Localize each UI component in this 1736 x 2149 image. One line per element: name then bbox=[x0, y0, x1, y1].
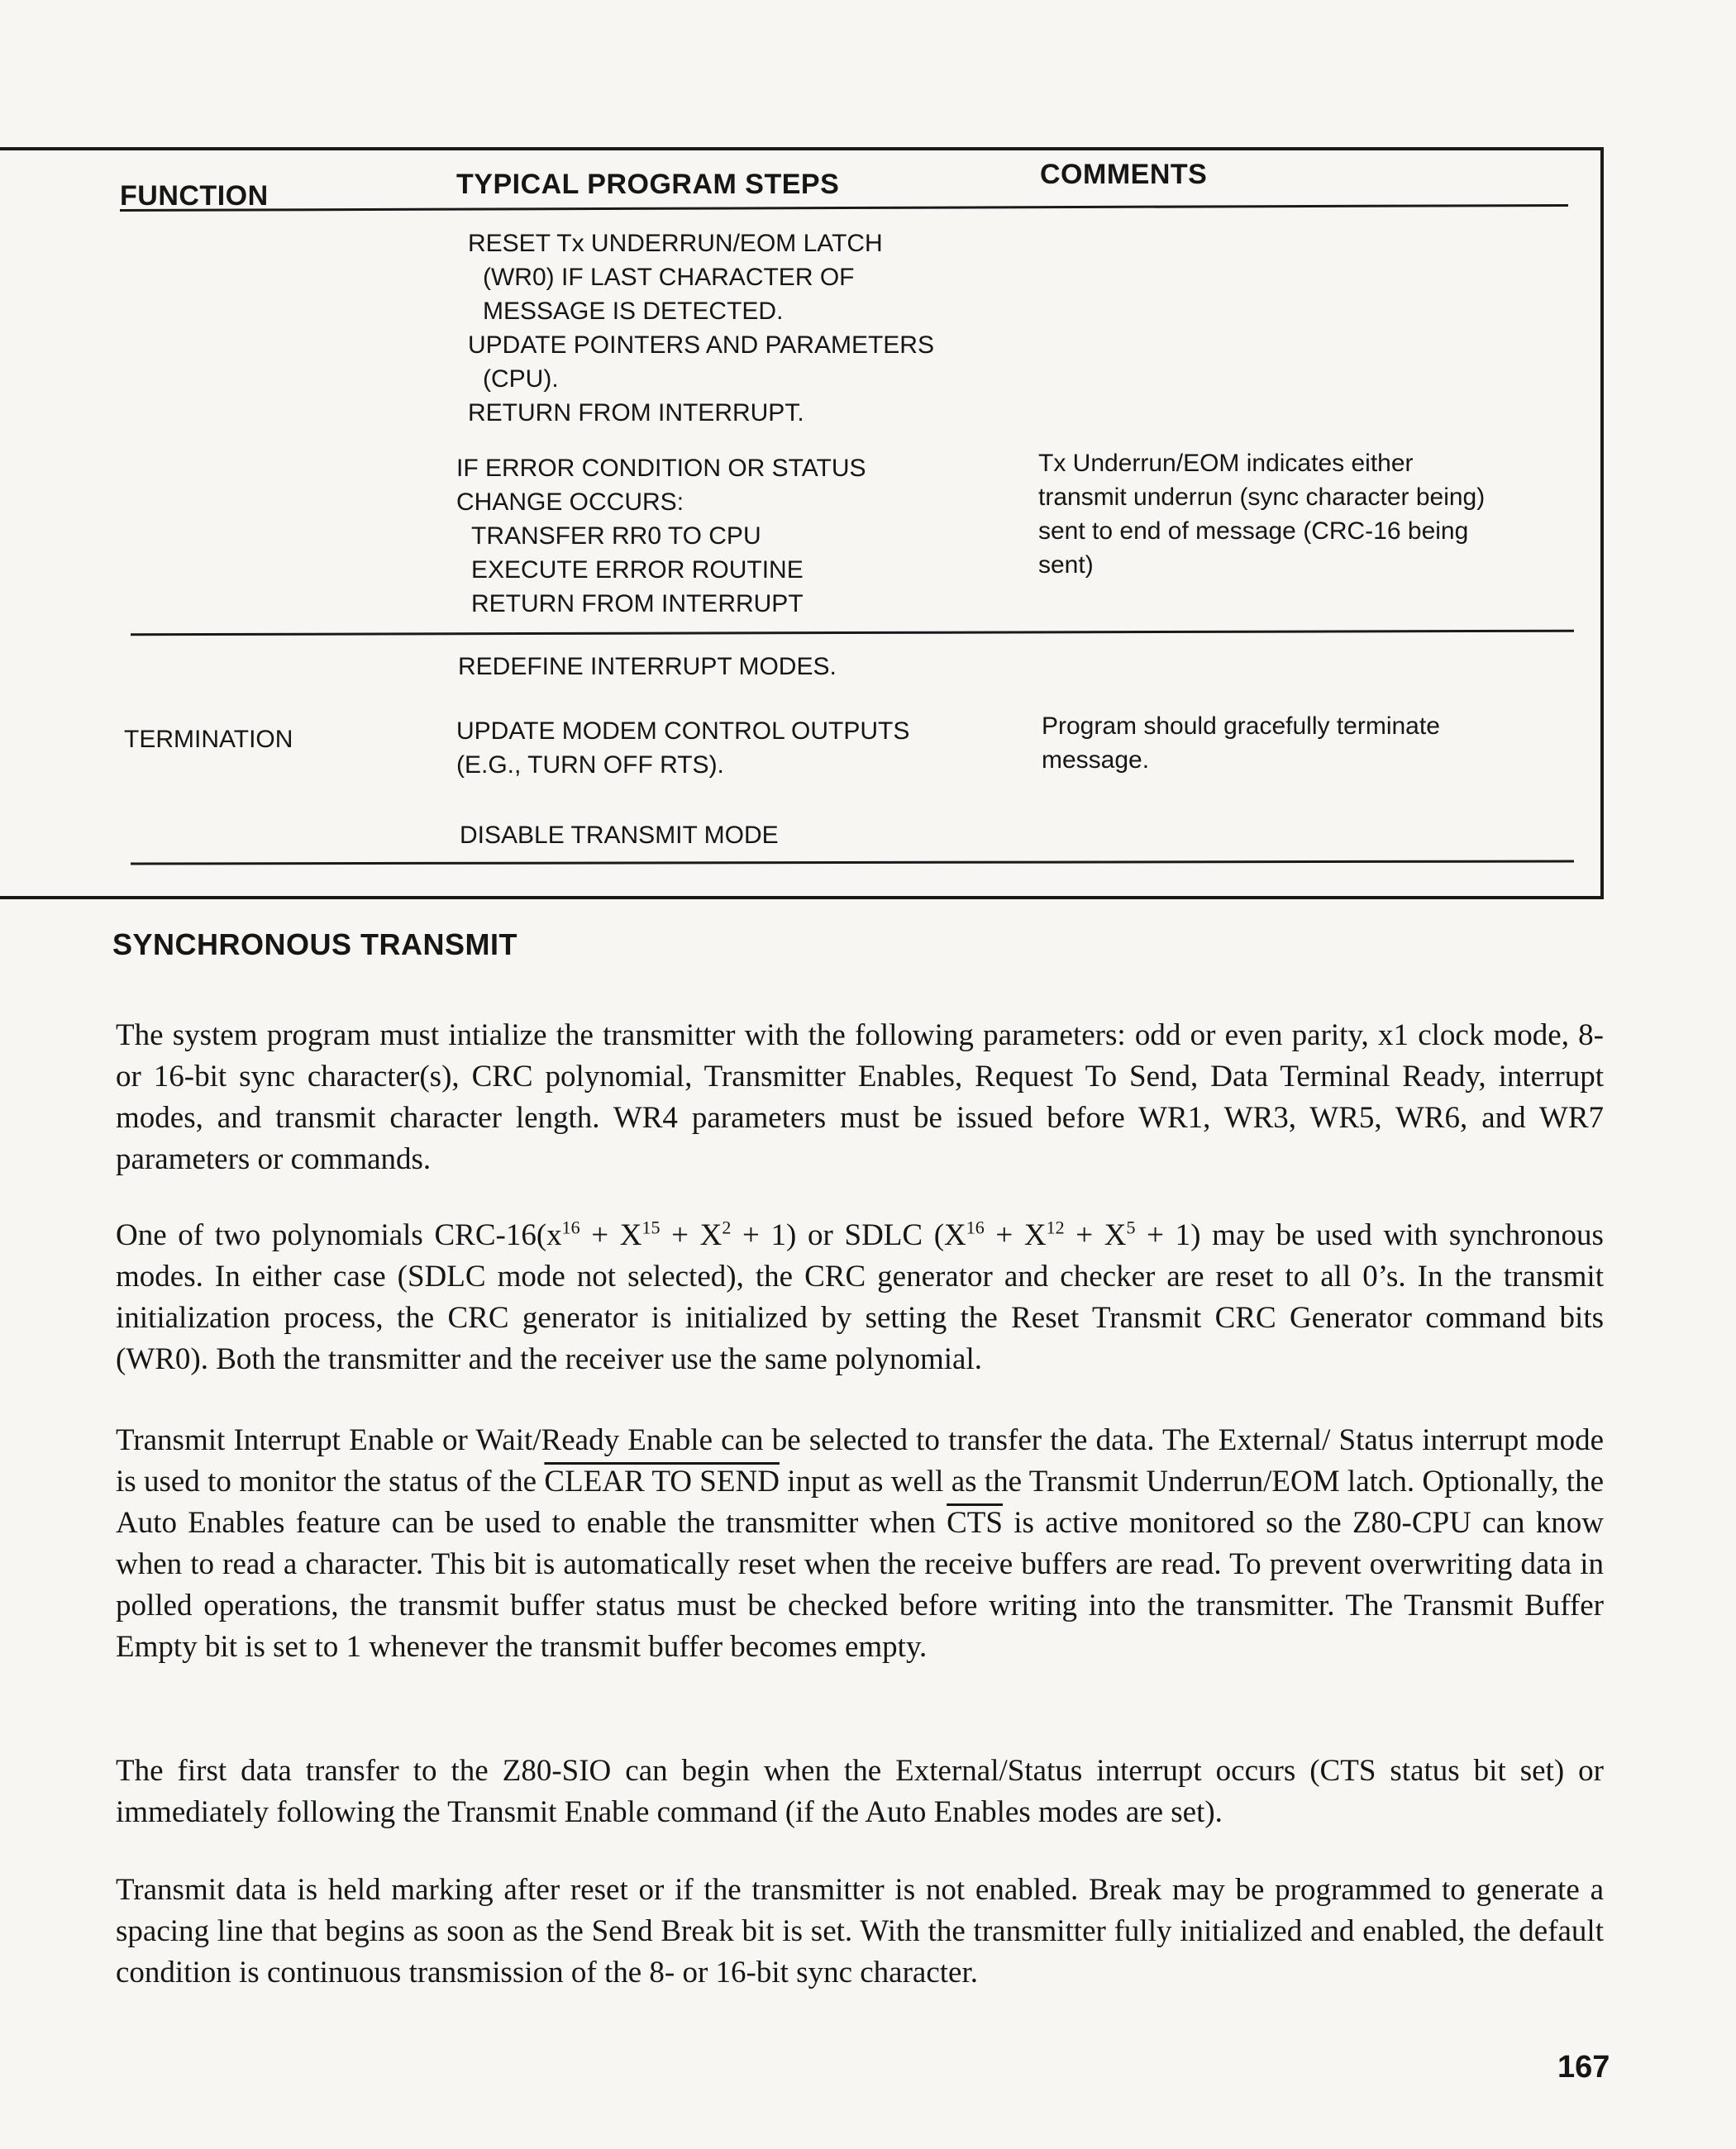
header-function: FUNCTION bbox=[120, 180, 269, 212]
step-line: RETURN FROM INTERRUPT bbox=[471, 590, 804, 617]
step-line: EXECUTE ERROR ROUTINE bbox=[471, 556, 804, 584]
paragraph-4: The first data transfer to the Z80-SIO can begin when the External/Status interrupt occurs (CTS status bit set) or immediately following the Transmit Enable command (if the Auto Enables modes are set). bbox=[116, 1754, 1604, 1829]
step-line: RETURN FROM INTERRUPT. bbox=[468, 399, 804, 426]
clear-to-send-overbar: CLEAR TO SEND bbox=[544, 1465, 780, 1499]
paragraph-5: Transmit data is held marking after reset or if the transmitter is not enabled. Break may be programmed to generate a spacing line that begins as soon as the Send Break bit is set. With the transmitter fully initialized and enabled, the default condition is continuous transmission of the 8- or 16-bit sync character. bbox=[116, 1873, 1604, 1989]
step-line: UPDATE MODEM CONTROL OUTPUTS bbox=[456, 717, 910, 745]
block2-steps bbox=[456, 451, 866, 621]
termination-comment bbox=[1042, 709, 1440, 777]
paragraph-3: Transmit Interrupt Enable or Wait/Ready Enable can be selected to transfer the data. The External/ Status interrupt mode is used to monitor the status of the CLEAR TO SEND input as well as the Transmit Underrun/EOM latch. Optionally, the Auto Enables feature can be used to enable the transmitter when $\overline{CTS}$ is active monitored so the Z80-CPU can know when to read a character. This bit is automatically reset when the receive buffers are read. To prevent overwriting data in polled operations, the transmit buffer status must be checked before writing into the transmitter. The Transmit Buffer Empty bit is set to 1 whenever the transmit buffer becomes empty. bbox=[116, 1423, 1605, 1664]
comment-line: message. bbox=[1042, 746, 1150, 774]
step-line: MESSAGE IS DETECTED. bbox=[483, 298, 784, 325]
block1-steps bbox=[468, 226, 934, 430]
cts-overbar: $\overline{CTS}$ bbox=[947, 1506, 1003, 1540]
block2-comment bbox=[1038, 446, 1485, 582]
header-typical-program-steps: TYPICAL PROGRAM STEPS bbox=[456, 169, 840, 200]
step-line: TRANSFER RR0 TO CPU bbox=[471, 522, 761, 550]
step-line: RESET Tx UNDERRUN/EOM LATCH bbox=[468, 230, 883, 257]
table-bottom-rule bbox=[131, 860, 1574, 865]
step-line: IF ERROR CONDITION OR STATUS bbox=[456, 455, 866, 482]
header-rule bbox=[120, 204, 1568, 212]
comment-line: Tx Underrun/EOM indicates either bbox=[1038, 450, 1414, 477]
program-steps-table bbox=[0, 147, 1604, 899]
comment-line: Program should gracefully terminate bbox=[1042, 712, 1440, 740]
termination-step-modem bbox=[456, 714, 909, 782]
termination-step-disable: DISABLE TRANSMIT MODE bbox=[460, 822, 779, 849]
row-divider bbox=[131, 630, 1574, 636]
page-number: 167 bbox=[1557, 2050, 1610, 2085]
step-line: UPDATE POINTERS AND PARAMETERS bbox=[468, 331, 934, 359]
section-heading: SYNCHRONOUS TRANSMIT bbox=[112, 927, 518, 961]
header-comments: COMMENTS bbox=[1040, 159, 1208, 190]
step-line: (E.G., TURN OFF RTS). bbox=[456, 751, 724, 779]
comment-line: transmit underrun (sync character being) bbox=[1038, 484, 1486, 511]
paragraph-1: The system program must intialize the transmitter with the following parameters: odd or even parity, x1 clock mode, 8- or 16-bit sync character(s), CRC polynomial, Transmitter Enables, Request To Send, Data Terminal Ready, interrupt modes, and transmit character length. WR4 parameters must be issued before WR1, WR3, WR5, WR6, and WR7 parameters or commands. bbox=[116, 1018, 1604, 1176]
comment-line: sent to end of message (CRC-16 being bbox=[1038, 517, 1469, 545]
termination-function: TERMINATION bbox=[124, 726, 293, 753]
step-line: (CPU). bbox=[483, 365, 559, 393]
step-line: (WR0) IF LAST CHARACTER OF bbox=[483, 264, 855, 291]
paragraph-2: One of two polynomials CRC-$16(x^{16} + X^{15} + X^2 + 1)$ or SDLC $(X^{16} + X^{12} + X^5 + 1)$ may be used with synchronous modes. In either case (SDLC mode not selected), the CRC generator and checker are reset to all 0’s. In the transmit initialization process, the CRC generator is initialized by setting the Reset Transmit CRC Generator command bits (WR0). Both the transmitter and the receiver use the same polynomial. bbox=[116, 1217, 1604, 1376]
comment-line: sent) bbox=[1038, 551, 1094, 579]
termination-step-redefine: REDEFINE INTERRUPT MODES. bbox=[458, 653, 837, 680]
step-line: CHANGE OCCURS: bbox=[456, 488, 684, 516]
